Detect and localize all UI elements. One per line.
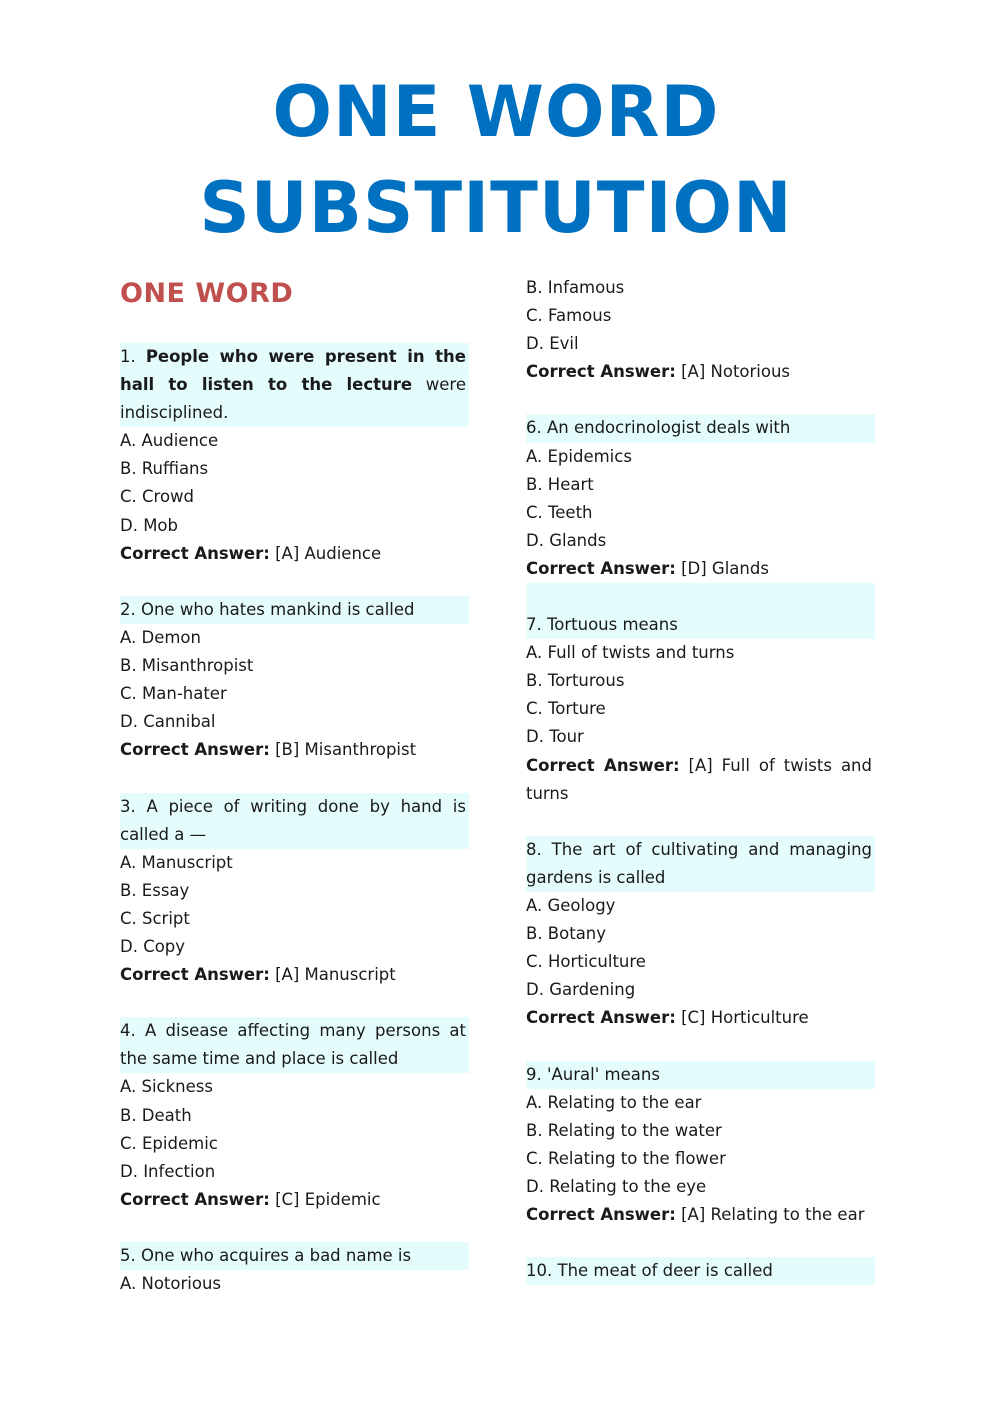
correct-answer-value: [A] Relating to the ear: [681, 1205, 865, 1224]
correct-answer: [120, 1186, 466, 1214]
option-a: A. Epidemics: [526, 446, 632, 466]
correct-answer-value: [A] Audience: [275, 543, 382, 563]
correct-answer-value: [D] Glands: [681, 558, 769, 578]
right-column: [526, 274, 872, 1285]
page-title-line-1: ONE WORD: [272, 71, 720, 153]
question-2: [120, 596, 466, 765]
correct-answer: [526, 358, 872, 386]
correct-answer: [120, 961, 466, 989]
correct-answer-label: Correct Answer:: [120, 1189, 270, 1209]
question-7-text: 7. Tortuous means: [526, 583, 875, 639]
correct-answer: [526, 1201, 872, 1229]
correct-answer-label: Correct Answer:: [526, 755, 680, 775]
correct-answer-value: [C] Horticulture: [681, 1008, 809, 1028]
option-a: A. Sickness: [120, 1077, 213, 1097]
page-title-line-2: SUBSTITUTION: [199, 167, 793, 249]
correct-answer: [120, 540, 466, 568]
correct-answer: [526, 555, 872, 583]
option-c: C. Teeth: [526, 502, 593, 522]
question-8-text: 8. The art of cultivating and managing gardens is called: [526, 836, 875, 892]
question-1-bold-phrase: People who were present in the hall to listen to the lecture: [120, 347, 466, 395]
correct-answer-label: Correct Answer:: [526, 362, 676, 382]
correct-answer-label: Correct Answer:: [526, 1205, 676, 1224]
question-3: [120, 793, 466, 990]
option-c: C. Torture: [526, 699, 606, 719]
question-5-text: 5. One who acquires a bad name is: [120, 1242, 469, 1270]
question-10-text: 10. The meat of deer is called: [526, 1257, 875, 1285]
option-d: D. Cannibal: [120, 712, 216, 732]
option-b: B. Relating to the water: [526, 1120, 722, 1140]
question-10: [526, 1257, 872, 1285]
option-a: A. Notorious: [120, 1274, 222, 1294]
option-c: C. Relating to the flower: [526, 1148, 726, 1168]
correct-answer-value: [A] Manuscript: [275, 965, 396, 985]
correct-answer: [526, 1004, 872, 1032]
option-a: A. Audience: [120, 431, 219, 451]
correct-answer-label: Correct Answer:: [120, 543, 270, 563]
option-b: B. Infamous: [526, 278, 625, 297]
question-6-text: 6. An endocrinologist deals with: [526, 414, 875, 442]
option-a: A. Manuscript: [120, 852, 233, 872]
option-a: A. Relating to the ear: [526, 1092, 702, 1112]
question-9: [526, 1061, 872, 1230]
option-c: C. Epidemic: [120, 1133, 218, 1153]
section-heading: ONE WORD: [120, 278, 294, 309]
question-5: [120, 1242, 466, 1298]
question-9-text: 9. 'Aural' means: [526, 1061, 875, 1089]
correct-answer-label: Correct Answer:: [526, 1008, 676, 1028]
left-column: [120, 343, 466, 1298]
correct-answer: [120, 736, 466, 764]
option-b: B. Death: [120, 1105, 192, 1125]
option-a: A. Full of twists and turns: [526, 643, 735, 663]
question-6: [526, 414, 872, 583]
option-b: B. Ruffians: [120, 459, 209, 479]
question-5-continued: [526, 274, 872, 386]
option-b: B. Heart: [526, 474, 594, 494]
option-c: C. Famous: [526, 306, 612, 326]
option-d: D. Relating to the eye: [526, 1176, 707, 1196]
option-d: D. Gardening: [526, 980, 636, 1000]
correct-answer-value: [C] Epidemic: [275, 1189, 381, 1209]
question-1: [120, 343, 466, 568]
option-b: B. Misanthropist: [120, 656, 254, 676]
question-2-text: 2. One who hates mankind is called: [120, 596, 469, 624]
correct-answer-label: Correct Answer:: [120, 965, 270, 985]
option-d: D. Mob: [120, 515, 178, 535]
option-c: C. Man-hater: [120, 684, 227, 704]
option-c: C. Script: [120, 908, 190, 928]
correct-answer-label: Correct Answer:: [526, 558, 676, 578]
correct-answer: [526, 752, 872, 808]
option-d: D. Copy: [120, 936, 186, 956]
question-1-rest: were indisciplined.: [120, 375, 466, 423]
option-a: A. Demon: [120, 627, 201, 647]
option-b: B. Botany: [526, 924, 607, 944]
option-d: D. Tour: [526, 727, 584, 747]
question-1-number: 1.: [120, 347, 136, 366]
correct-answer-value: [A] Full of twists and turns: [526, 755, 872, 803]
option-b: B. Essay: [120, 880, 190, 900]
option-d: D. Evil: [526, 334, 579, 354]
option-c: C. Horticulture: [526, 952, 646, 972]
question-1-text: [120, 343, 469, 427]
option-a: A. Geology: [526, 895, 616, 915]
correct-answer-label: Correct Answer:: [120, 740, 270, 760]
question-4: [120, 1017, 466, 1214]
option-c: C. Crowd: [120, 487, 195, 507]
correct-answer-value: [A] Notorious: [681, 362, 791, 382]
question-7: [526, 583, 872, 808]
option-b: B. Torturous: [526, 671, 625, 691]
question-4-text: 4. A disease affecting many persons at the same time and place is called: [120, 1017, 469, 1073]
question-3-text: 3. A piece of writing done by hand is called a —: [120, 793, 469, 849]
correct-answer-value: [B] Misanthropist: [275, 740, 417, 760]
question-8: [526, 836, 872, 1033]
option-d: D. Glands: [526, 530, 607, 550]
option-d: D. Infection: [120, 1161, 216, 1181]
